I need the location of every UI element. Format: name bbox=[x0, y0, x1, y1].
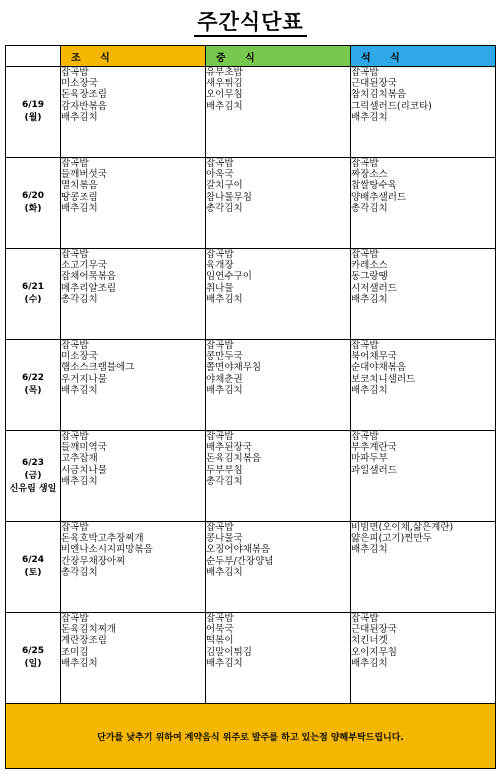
day-row bbox=[6, 613, 496, 704]
menu-item: 참나물무침 bbox=[206, 191, 252, 203]
menu-item: 우거지나물 bbox=[61, 373, 107, 385]
day-cell bbox=[6, 249, 61, 340]
breakfast-cell bbox=[61, 67, 206, 158]
menu-item: 오이지무침 bbox=[351, 646, 397, 658]
title-text: 주간식단표 bbox=[194, 10, 306, 37]
menu-item: 쫄면야채무침 bbox=[206, 362, 262, 374]
menu-item: 총각김치 bbox=[206, 475, 243, 487]
menu-item: 떡볶이 bbox=[206, 635, 234, 647]
breakfast-cell bbox=[61, 431, 206, 522]
footer-notice: 단가를 낮추기 위하여 계약음식 위주로 발주를 하고 있는점 양해부탁드립니다. bbox=[6, 704, 496, 769]
dinner-cell bbox=[351, 613, 496, 704]
menu-item: 야채춘권 bbox=[206, 373, 243, 385]
menu-item: 배추김치 bbox=[206, 293, 243, 305]
day-date: 6/23 bbox=[21, 457, 45, 468]
day-weekday: (금) bbox=[24, 470, 42, 481]
header-breakfast: 조 식 bbox=[61, 46, 206, 67]
menu-item: 잡곡밥 bbox=[61, 522, 89, 533]
menu-item: 동그랑땡 bbox=[351, 271, 388, 283]
weekly-menu-table bbox=[5, 45, 496, 769]
menu-item: 근대된장국 bbox=[351, 78, 397, 90]
day-date: 6/20 bbox=[21, 191, 45, 201]
day-date: 6/22 bbox=[21, 373, 45, 383]
day-cell bbox=[6, 67, 61, 158]
header-dinner: 석 식 bbox=[351, 46, 496, 67]
menu-item: 돈육호박고추장찌개 bbox=[61, 533, 144, 545]
menu-item: 간장무채장아찌 bbox=[61, 555, 126, 567]
day-date: 6/25 bbox=[21, 646, 45, 656]
menu-item: 비엔나소시지피망볶음 bbox=[61, 544, 153, 556]
lunch-cell bbox=[206, 249, 351, 340]
menu-item: 배추김치 bbox=[206, 566, 243, 578]
day-weekday: (수) bbox=[24, 295, 42, 305]
day-date: 6/19 bbox=[21, 100, 45, 110]
day-date: 6/24 bbox=[21, 555, 45, 565]
menu-item: 잡곡밥 bbox=[351, 158, 379, 169]
day-row bbox=[6, 158, 496, 249]
menu-item: 배추김치 bbox=[61, 111, 98, 123]
day-weekday: (월) bbox=[24, 113, 42, 123]
menu-item: 짜장소스 bbox=[351, 169, 388, 181]
menu-item: 총각김치 bbox=[351, 202, 388, 214]
menu-item: 어묵국 bbox=[206, 624, 234, 636]
menu-item: 참치김치볶음 bbox=[351, 89, 407, 101]
dinner-cell bbox=[351, 431, 496, 522]
menu-item: 고추잡채 bbox=[61, 453, 98, 465]
lunch-cell bbox=[206, 340, 351, 431]
menu-item: 시저샐러드 bbox=[351, 282, 397, 294]
menu-item: 아욱국 bbox=[206, 169, 234, 181]
day-row bbox=[6, 431, 496, 522]
menu-item: 임연수구이 bbox=[206, 271, 252, 283]
menu-item: 배추김치 bbox=[206, 657, 243, 669]
menu-item: 들깨미역국 bbox=[61, 442, 107, 454]
menu-item: 소고기무국 bbox=[61, 260, 107, 272]
menu-item: 잡곡밥 bbox=[206, 249, 234, 260]
menu-item: 잡곡밥 bbox=[61, 340, 89, 351]
menu-item: 감자반볶음 bbox=[61, 100, 107, 112]
menu-item: 잡곡밥 bbox=[351, 340, 379, 351]
menu-item: 잡곡밥 bbox=[206, 340, 234, 351]
menu-item: 치킨너겟 bbox=[351, 635, 388, 647]
page-title bbox=[0, 6, 501, 36]
menu-item: 과일샐러드 bbox=[351, 464, 397, 476]
header-corner bbox=[6, 46, 61, 67]
menu-item: 배추김치 bbox=[61, 202, 98, 214]
menu-item: 돈육장조림 bbox=[61, 89, 107, 101]
breakfast-cell bbox=[61, 522, 206, 613]
menu-item: 조미김 bbox=[61, 646, 89, 658]
menu-item: 들깨버섯국 bbox=[61, 169, 107, 181]
menu-item: 김말이튀김 bbox=[206, 646, 252, 658]
dinner-cell bbox=[351, 340, 496, 431]
day-weekday: (목) bbox=[24, 386, 42, 396]
menu-item: 육개장 bbox=[206, 260, 234, 272]
menu-item: 잡곡밥 bbox=[61, 67, 89, 78]
menu-item: 오이무침 bbox=[206, 89, 243, 101]
menu-item: 메추리알조림 bbox=[61, 282, 117, 294]
day-cell bbox=[6, 158, 61, 249]
menu-item: 잡곡밥 bbox=[206, 158, 234, 169]
dinner-cell bbox=[351, 67, 496, 158]
menu-item: 북어채무국 bbox=[351, 351, 397, 363]
menu-item: 배추김치 bbox=[351, 293, 388, 305]
menu-item: 잡채어묵볶음 bbox=[61, 271, 117, 283]
menu-item: 잡곡밥 bbox=[61, 431, 89, 442]
menu-item: 배추김치 bbox=[351, 384, 388, 396]
menu-item: 총각김치 bbox=[61, 293, 98, 305]
lunch-cell bbox=[206, 522, 351, 613]
breakfast-cell bbox=[61, 249, 206, 340]
menu-item: 부추계란국 bbox=[351, 442, 397, 454]
breakfast-cell bbox=[61, 340, 206, 431]
menu-item: 배추김치 bbox=[61, 475, 98, 487]
lunch-cell bbox=[206, 67, 351, 158]
menu-item: 잡곡밥 bbox=[206, 613, 234, 624]
menu-body bbox=[6, 67, 496, 704]
menu-item: 순대야채볶음 bbox=[351, 362, 407, 374]
menu-item: 두부부침 bbox=[206, 464, 243, 476]
menu-item: 얇은피(고기)찐만두 bbox=[351, 533, 432, 545]
day-weekday: (토) bbox=[24, 568, 42, 578]
menu-item: 미소장국 bbox=[61, 351, 98, 363]
menu-item: 찹쌀탕수육 bbox=[351, 180, 397, 192]
menu-item: 잡곡밥 bbox=[351, 67, 379, 78]
menu-item: 새우튀김 bbox=[206, 78, 243, 90]
day-row bbox=[6, 249, 496, 340]
menu-item: 잡곡밥 bbox=[351, 431, 379, 442]
menu-item: 양배추샐러드 bbox=[351, 191, 407, 203]
dinner-cell bbox=[351, 158, 496, 249]
menu-item: 잡곡밥 bbox=[61, 613, 89, 624]
menu-item: 그릭샐러드(리코타) bbox=[351, 100, 432, 112]
menu-item: 배추김치 bbox=[61, 384, 98, 396]
menu-item: 취나물 bbox=[206, 282, 234, 294]
header-row bbox=[6, 46, 496, 67]
dinner-cell bbox=[351, 249, 496, 340]
day-row bbox=[6, 522, 496, 613]
menu-item: 콩만두국 bbox=[206, 351, 243, 363]
day-weekday: (일) bbox=[24, 659, 42, 669]
dinner-cell bbox=[351, 522, 496, 613]
menu-item: 계란장조림 bbox=[61, 635, 107, 647]
menu-item: 잡곡밥 bbox=[61, 158, 89, 169]
menu-item: 근대된장국 bbox=[351, 624, 397, 636]
day-cell bbox=[6, 522, 61, 613]
menu-item: 콩나물국 bbox=[206, 533, 243, 545]
menu-item: 시금치나물 bbox=[61, 464, 107, 476]
menu-item: 잡곡밥 bbox=[61, 249, 89, 260]
menu-item: 잡곡밥 bbox=[206, 522, 234, 533]
day-date: 6/21 bbox=[21, 282, 45, 292]
lunch-cell bbox=[206, 158, 351, 249]
menu-item: 잡곡밥 bbox=[351, 249, 379, 260]
menu-item: 배추김치 bbox=[206, 384, 243, 396]
menu-item: 햄소스크램블에그 bbox=[61, 362, 135, 374]
day-row bbox=[6, 67, 496, 158]
header-lunch: 중 식 bbox=[206, 46, 351, 67]
footer-row bbox=[6, 704, 496, 769]
menu-item: 잡곡밥 bbox=[206, 431, 234, 442]
menu-item: 배추김치 bbox=[351, 544, 388, 556]
menu-item: 총각김치 bbox=[206, 202, 243, 214]
menu-item: 유부초밥 bbox=[206, 67, 243, 78]
breakfast-cell bbox=[61, 613, 206, 704]
day-cell bbox=[6, 431, 61, 522]
menu-item: 보코치니샐러드 bbox=[351, 373, 416, 385]
menu-item: 순두부/간장양념 bbox=[206, 555, 274, 567]
menu-item: 땅콩조림 bbox=[61, 191, 98, 203]
menu-item: 배추김치 bbox=[206, 100, 243, 112]
menu-item: 비빔면(오이채,삶은계란) bbox=[351, 522, 454, 533]
menu-item: 배추된장국 bbox=[206, 442, 252, 454]
menu-item: 돈육김치찌개 bbox=[61, 624, 117, 636]
menu-item: 카레소스 bbox=[351, 260, 388, 272]
menu-item: 잡곡밥 bbox=[351, 613, 379, 624]
menu-item: 멸치볶음 bbox=[61, 180, 98, 192]
lunch-cell bbox=[206, 613, 351, 704]
menu-item: 오징어야채볶음 bbox=[206, 544, 271, 556]
day-cell bbox=[6, 340, 61, 431]
day-weekday: (화) bbox=[24, 204, 42, 214]
menu-item: 돈육김치볶음 bbox=[206, 453, 262, 465]
lunch-cell bbox=[206, 431, 351, 522]
menu-item: 배추김치 bbox=[351, 111, 388, 123]
menu-item: 마파두부 bbox=[351, 453, 388, 465]
day-cell bbox=[6, 613, 61, 704]
menu-item: 갈치구이 bbox=[206, 180, 243, 192]
menu-item: 총각김치 bbox=[61, 566, 98, 578]
breakfast-cell bbox=[61, 158, 206, 249]
day-row bbox=[6, 340, 496, 431]
menu-item: 미소장국 bbox=[61, 78, 98, 90]
menu-item: 배추김치 bbox=[351, 657, 388, 669]
day-note: 신유림 생일 bbox=[9, 483, 57, 494]
menu-item: 배추김치 bbox=[61, 657, 98, 669]
